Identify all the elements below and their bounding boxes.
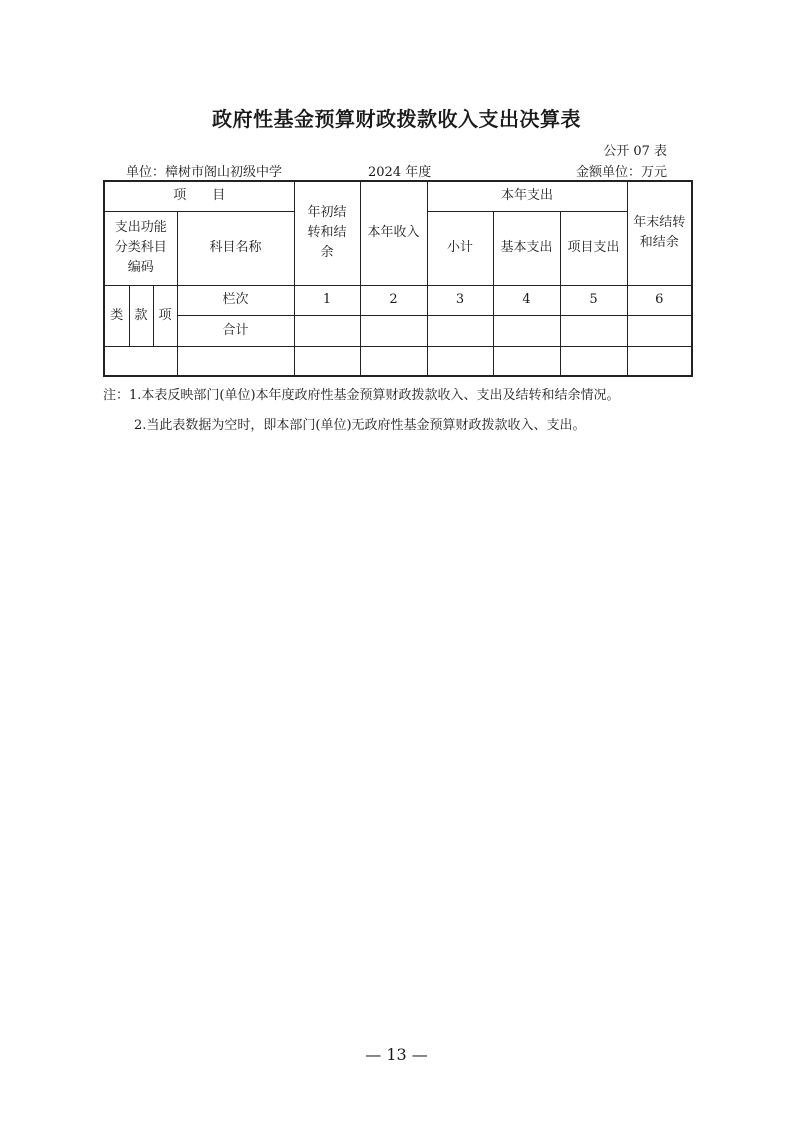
empty-data-row [104,346,692,376]
empty-cell-6 [627,346,692,376]
header-subtotal: 小计 [427,211,493,285]
report-table [103,180,693,377]
column-index-6: 6 [627,285,692,315]
total-cell-5 [560,315,627,346]
empty-cell-4 [493,346,560,376]
total-cell-4 [493,315,560,346]
year-label: 2024 年度 [368,165,432,180]
header-expenditure-group: 本年支出 [427,181,627,211]
page-number: — 13 — [365,1045,428,1064]
header-begin-balance: 年初结转和结余 [294,181,360,285]
column-index-1: 1 [294,285,360,315]
header-end-balance: 年末结转和结余 [627,181,692,285]
amount-unit-label: 金额单位：万元 [575,165,667,180]
note-2: 2.当此表数据为空时，即本部门(单位)无政府性基金预算财政拨款收入、支出。 [134,418,586,433]
header-category: 类 [104,285,129,346]
total-cell-2 [360,315,427,346]
column-index-5: 5 [560,285,627,315]
header-basic-expenditure: 基本支出 [493,211,560,285]
total-label: 合计 [177,315,294,346]
column-index-4: 4 [493,285,560,315]
empty-code-cell [104,346,177,376]
total-row [104,315,692,346]
document-title: 政府性基金预算财政拨款收入支出决算表 [212,107,581,131]
empty-cell-1 [294,346,360,376]
header-item-code: 项 [153,285,177,346]
total-cell-6 [627,315,692,346]
header-item: 项 目 [104,181,294,211]
total-cell-1 [294,315,360,346]
empty-cell-5 [560,346,627,376]
header-subject-name: 科目名称 [177,211,294,285]
unit-label: 单位：樟树市阁山初级中学 [126,165,283,180]
column-index-label: 栏次 [177,285,294,315]
column-index-3: 3 [427,285,493,315]
total-cell-3 [427,315,493,346]
index-row [104,285,692,315]
empty-cell-2 [360,346,427,376]
header-func-code: 支出功能分类科目编码 [104,211,177,285]
header-section: 款 [129,285,153,346]
empty-cell-3 [427,346,493,376]
empty-subject-cell [177,346,294,376]
note-1: 注：1.本表反映部门(单位)本年度政府性基金预算财政拨款收入、支出及结转和结余情况。 [103,388,620,403]
header-row-1 [104,181,692,211]
header-income: 本年收入 [360,181,427,285]
header-project-expenditure: 项目支出 [560,211,627,285]
table-number: 公开 07 表 [603,144,667,159]
column-index-2: 2 [360,285,427,315]
